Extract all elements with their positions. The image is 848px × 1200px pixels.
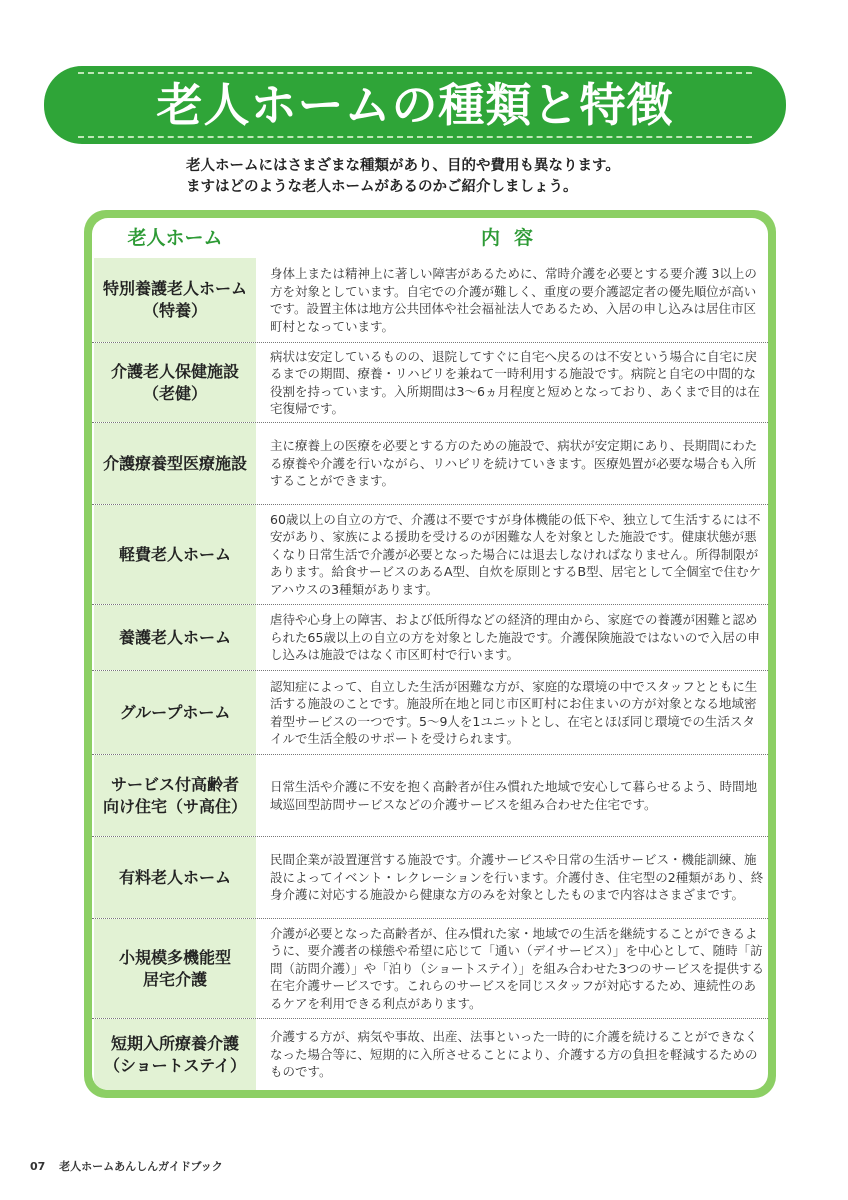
header-content: 内容 bbox=[480, 227, 547, 249]
table-row bbox=[92, 836, 768, 918]
table-row bbox=[92, 258, 768, 342]
table-row bbox=[92, 504, 768, 604]
facility-name bbox=[94, 343, 256, 422]
facility-description bbox=[270, 343, 764, 422]
facility-name bbox=[94, 423, 256, 504]
facility-name-line: サービス付高齢者 bbox=[110, 774, 239, 794]
table-row bbox=[92, 918, 768, 1018]
facility-table bbox=[84, 210, 776, 1098]
facility-name-line: 居宅介護 bbox=[142, 969, 207, 989]
description-text: 身体上または精神上に著しい障害があるために、常時介護を必要とする要介護 3以上の方を対象としています。自宅での介護が難しく、重度の要介護認定者の優先順位が高いです。設置主体は地方公共団体や社会福祉法人であるため、入居の申し込みは居住市区町村となっています。 bbox=[270, 266, 757, 334]
table-body bbox=[92, 218, 768, 1090]
description-text: 介護が必要となった高齢者が、住み慣れた家・地域での生活を継続することができるように、要介護者の様態や希望に応じて「通い（デイサービス）」を中心として、随時「訪問（訪問介護）」や「泊り（ショートステイ）」を組み合わせた3つのサービスを提供する在宅介護サービスです。これらのサービスを同じスタッフが対応するため、連続性のあるケアを利用できる利点があります。 bbox=[270, 925, 764, 1011]
header-facility: 老人ホーム bbox=[127, 227, 223, 249]
title-banner bbox=[44, 66, 786, 144]
book-title: 老人ホームあんしんガイドブック bbox=[59, 1160, 223, 1173]
facility-name bbox=[94, 1019, 256, 1090]
description-text: 民間企業が設置運営する施設です。介護サービスや日常の生活サービス・機能訓練、施設によってイベント・レクレーションを行います。介護付き、住宅型の2種類があり、終身介護に対応する施設から健康な方のみを対象としたものまで内容はさまざまです。 bbox=[270, 852, 764, 903]
table-row bbox=[92, 342, 768, 422]
facility-name-line: 介護療養型医療施設 bbox=[102, 453, 247, 473]
facility-name-line: 向け住宅（サ高住） bbox=[102, 796, 247, 816]
description-text: 認知症によって、自立した生活が困難な方が、家庭的な環境の中でスタッフとともに生活する施設のことです。施設所在地と同じ市区町村にお住まいの方が対象となる地域密着型サービスの一つです。5〜9人を1ユニットとし、在宅とほぼ同じ環境での生活スタイルで生活全般のサポートを受けられます。 bbox=[270, 678, 758, 746]
facility-description bbox=[270, 837, 764, 918]
intro-text bbox=[186, 156, 746, 198]
page-title: 老人ホームの種類と特徴 bbox=[156, 78, 674, 132]
facility-name bbox=[94, 919, 256, 1018]
table-row bbox=[92, 422, 768, 504]
intro-line: 老人ホームにはさまざまな種類があり、目的や費用も異なります。 bbox=[186, 158, 620, 174]
facility-description bbox=[270, 755, 764, 836]
facility-name bbox=[94, 671, 256, 754]
facility-description bbox=[270, 1019, 764, 1090]
facility-name bbox=[94, 837, 256, 918]
intro-line: ますはどのような老人ホームがあるのかご紹介しましょう。 bbox=[186, 179, 578, 195]
facility-description bbox=[270, 258, 764, 342]
facility-name-line: 軽費老人ホーム bbox=[118, 544, 231, 564]
facility-description bbox=[270, 423, 764, 504]
facility-name-line: 養護老人ホーム bbox=[118, 627, 231, 647]
facility-description bbox=[270, 919, 764, 1018]
description-text: 日常生活や介護に不安を抱く高齢者が住み慣れた地域で安心して暮らせるよう、時間地域巡回型訪問サービスなどの介護サービスを組み合わせた住宅です。 bbox=[270, 779, 758, 812]
description-text: 虐待や心身上の障害、および低所得などの経済的理由から、家庭での養護が困難と認められた65歳以上の自立の方を対象とした施設です。介護保険施設ではないので入居の申し込みは施設ではなく市区町村で行います。 bbox=[270, 612, 760, 663]
table-row bbox=[92, 754, 768, 836]
facility-name-line: （ショートステイ） bbox=[103, 1055, 247, 1075]
facility-name bbox=[94, 258, 256, 342]
facility-description bbox=[270, 605, 764, 670]
facility-name-line: グループホーム bbox=[119, 702, 231, 722]
description-text: 病状は安定しているものの、退院してすぐに自宅へ戻るのは不安という場合に自宅に戻るまでの期間、療養・リハビリを兼ねて一時利用する施設です。病院と自宅の中間的な役割を持っています。入所期間は3〜6ヵ月程度と短めとなっており、あくまで目的は在宅復帰です。 bbox=[270, 348, 760, 416]
description-text: 介護する方が、病気や事故、出産、法事といった一時的に介護を続けることができなくなった場合等に、短期的に入所させることにより、介護する方の負担を軽減するためのものです。 bbox=[270, 1029, 758, 1080]
facility-name-line: 特別養護老人ホーム bbox=[102, 279, 247, 298]
page-number: 07 bbox=[30, 1160, 46, 1173]
page-footer bbox=[30, 1158, 223, 1174]
facility-name-line: 短期入所療養介護 bbox=[110, 1033, 239, 1053]
table-row bbox=[92, 604, 768, 670]
facility-name-line: 介護老人保健施設 bbox=[110, 361, 239, 381]
table-header bbox=[92, 218, 768, 258]
facility-name-line: 有料老人ホーム bbox=[118, 867, 231, 887]
facility-name bbox=[94, 505, 256, 604]
facility-name bbox=[94, 605, 256, 670]
table-row bbox=[92, 1018, 768, 1090]
facility-description bbox=[270, 505, 764, 604]
facility-name-line: （老健） bbox=[142, 383, 207, 403]
facility-name-line: 小規模多機能型 bbox=[118, 947, 231, 967]
description-text: 主に療養上の医療を必要とする方のための施設で、病状が安定期にあり、長期間にわたる療養や介護を行いながら、リハビリを続けていきます。医療処置が必要な場合も入所することができます。 bbox=[270, 438, 758, 489]
facility-name bbox=[94, 755, 256, 836]
description-text: 60歳以上の自立の方で、介護は不要ですが身体機能の低下や、独立して生活するには不安があり、家族による援助を受けるのが困難な人を対象とした施設です。健康状態が悪くなり日常生活で介護が必要となった場合には退去しなければなりません。所得制限があります。給食サービスのあるA型、自炊を原則とするB型、居宅として全個室で住むケアハウスの3種類があります。 bbox=[270, 511, 762, 597]
table-row bbox=[92, 670, 768, 754]
facility-name-line: （特養） bbox=[142, 301, 207, 320]
facility-description bbox=[270, 671, 764, 754]
